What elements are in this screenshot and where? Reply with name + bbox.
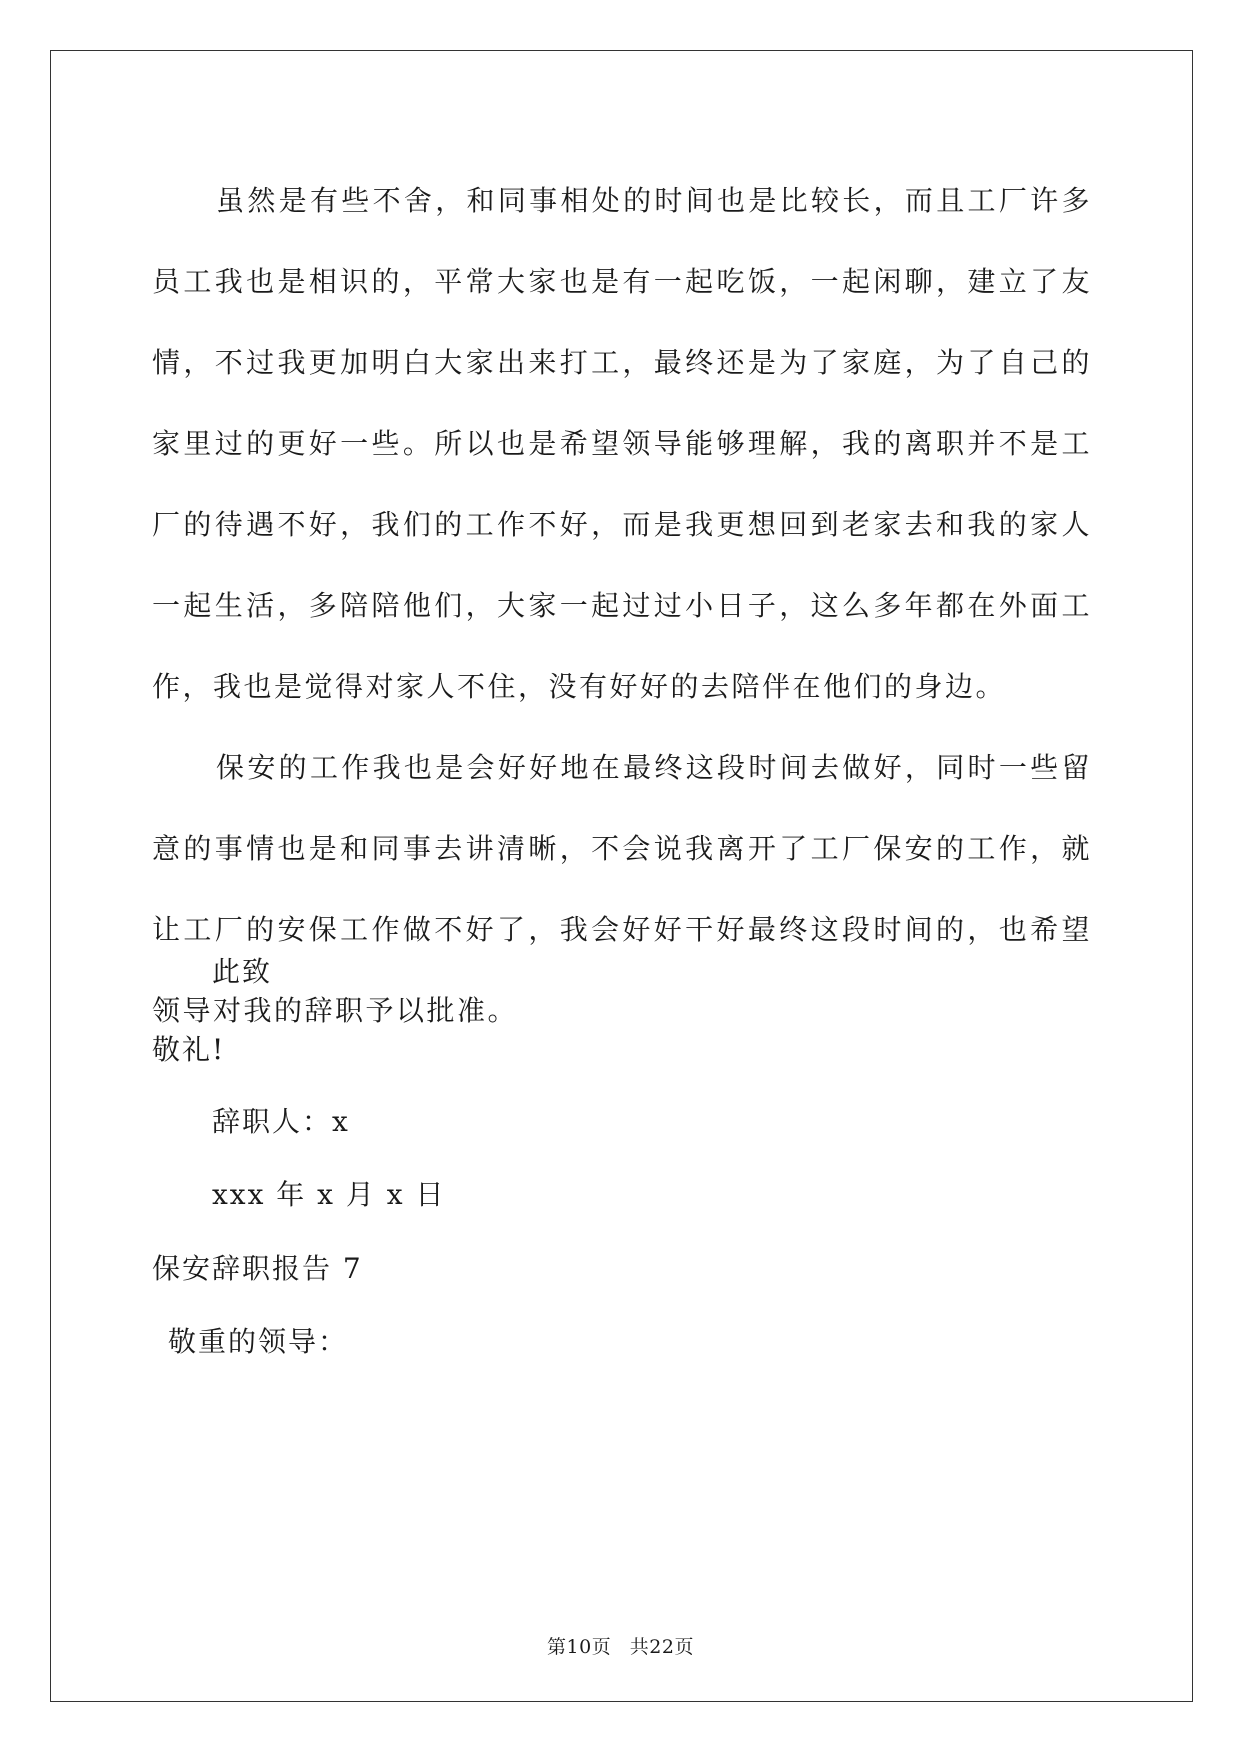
signature: 辞职人：x — [212, 1105, 350, 1138]
page-number: 第10页 — [547, 1636, 612, 1658]
salute: 敬礼! — [152, 1033, 226, 1066]
document-body — [152, 160, 1092, 1051]
paragraph-1: 虽然是有些不舍，和同事相处的时间也是比较长，而且工厂许多员工我也是相识的，平常大家也是有一起吃饭，一起闲聊，建立了友情，不过我更加明白大家出来打工，最终还是为了家庭，为了自己的家里过的更好一些。所以也是希望领导能够理解，我的离职并不是工厂的待遇不好，我们的工作不好，而是我更想回到老家去和我的家人一起生活，多陪陪他们，大家一起过过小日子，这么多年都在外面工作，我也是觉得对家人不住，没有好好的去陪伴在他们的身边。 — [152, 184, 1092, 703]
page-total: 共22页 — [629, 1636, 694, 1658]
page-footer — [0, 1632, 1241, 1659]
greeting: 敬重的领导： — [168, 1325, 349, 1358]
paragraph-2: 保安的工作我也是会好好地在最终这段时间去做好，同时一些留意的事情也是和同事去讲清晰，不会说我离开了工厂保安的工作，就让工厂的安保工作做不好了，我会好好干好最终这段时间的，也希望领导对我的辞职予以批准。 — [152, 751, 1092, 1027]
closing: 此致 — [212, 955, 273, 988]
section-title: 保安辞职报告 7 — [152, 1252, 363, 1285]
date: xxx 年 x 月 x 日 — [212, 1178, 446, 1211]
